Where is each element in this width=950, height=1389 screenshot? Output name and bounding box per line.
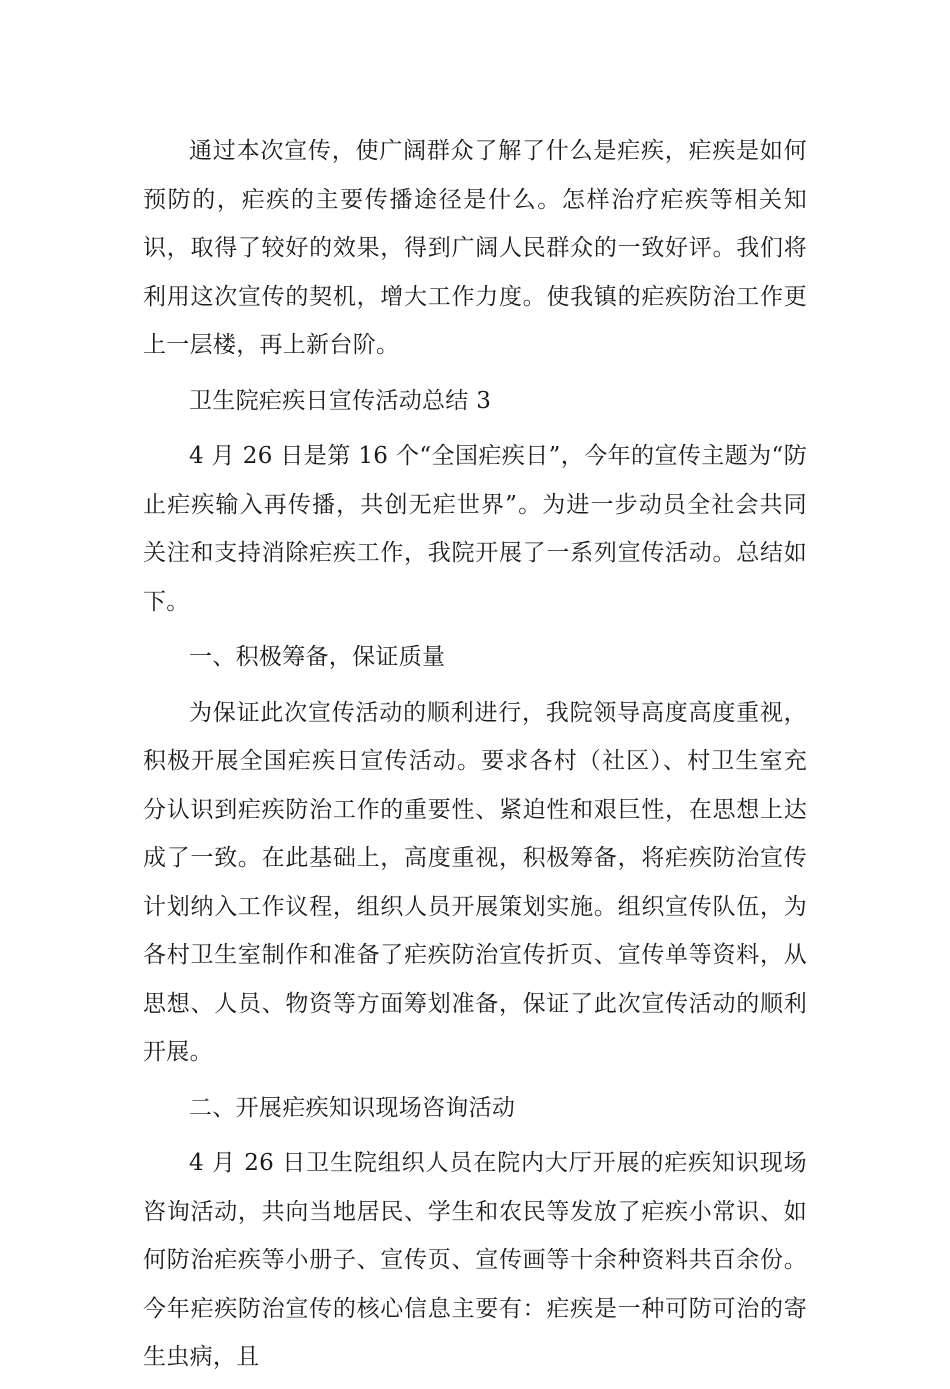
paragraph-consultation: 4 月 26 日卫生院组织人员在院内大厅开展的疟疾知识现场咨询活动，共向当地居民、学生和农民等发放了疟疾小常识、如何防治疟疾等小册子、宣传页、宣传画等十余种资料共百余份。今年疟疾防治宣传的核心信息主要有：疟疾是一种可防可治的寄生虫病，且	[143, 1150, 807, 1370]
document-body	[143, 127, 807, 1389]
paragraph-malaria-day-theme: 4 月 26 日是第 16 个“全国疟疾日”，今年的宣传主题为“防止疟疾输入再传播，共创无疟世界”。为进一步动员全社会共同关注和支持消除疟疾工作，我院开展了一系列宣传活动。总结如下。	[143, 443, 807, 615]
section-title-summary-3: 卫生院疟疾日宣传活动总结 3	[189, 387, 492, 414]
section-heading-preparation: 一、积极筹备，保证质量	[189, 644, 446, 670]
section-heading-consultation: 二、开展疟疾知识现场咨询活动	[189, 1094, 516, 1121]
paragraph-intro-summary: 通过本次宣传，使广阔群众了解了什么是疟疾，疟疾是如何预防的，疟疾的主要传播途径是什么。怎样治疗疟疾等相关知识，取得了较好的效果，得到广阔人民群众的一致好评。我们将利用这次宣传的契机，增大工作力度。使我镇的疟疾防治工作更上一层楼，再上新台阶。	[143, 138, 807, 358]
paragraph-preparation: 为保证此次宣传活动的顺利进行，我院领导高度高度重视，积极开展全国疟疾日宣传活动。要求各村（社区）、村卫生室充分认识到疟疾防治工作的重要性、紧迫性和艰巨性，在思想上达成了一致。在此基础上，高度重视，积极筹备，将疟疾防治宣传计划纳入工作议程，组织人员开展策划实施。组织宣传队伍，为各村卫生室制作和准备了疟疾防治宣传折页、宣传单等资料，从思想、人员、物资等方面筹划准备，保证了此次宣传活动的顺利开展。	[143, 699, 807, 1065]
